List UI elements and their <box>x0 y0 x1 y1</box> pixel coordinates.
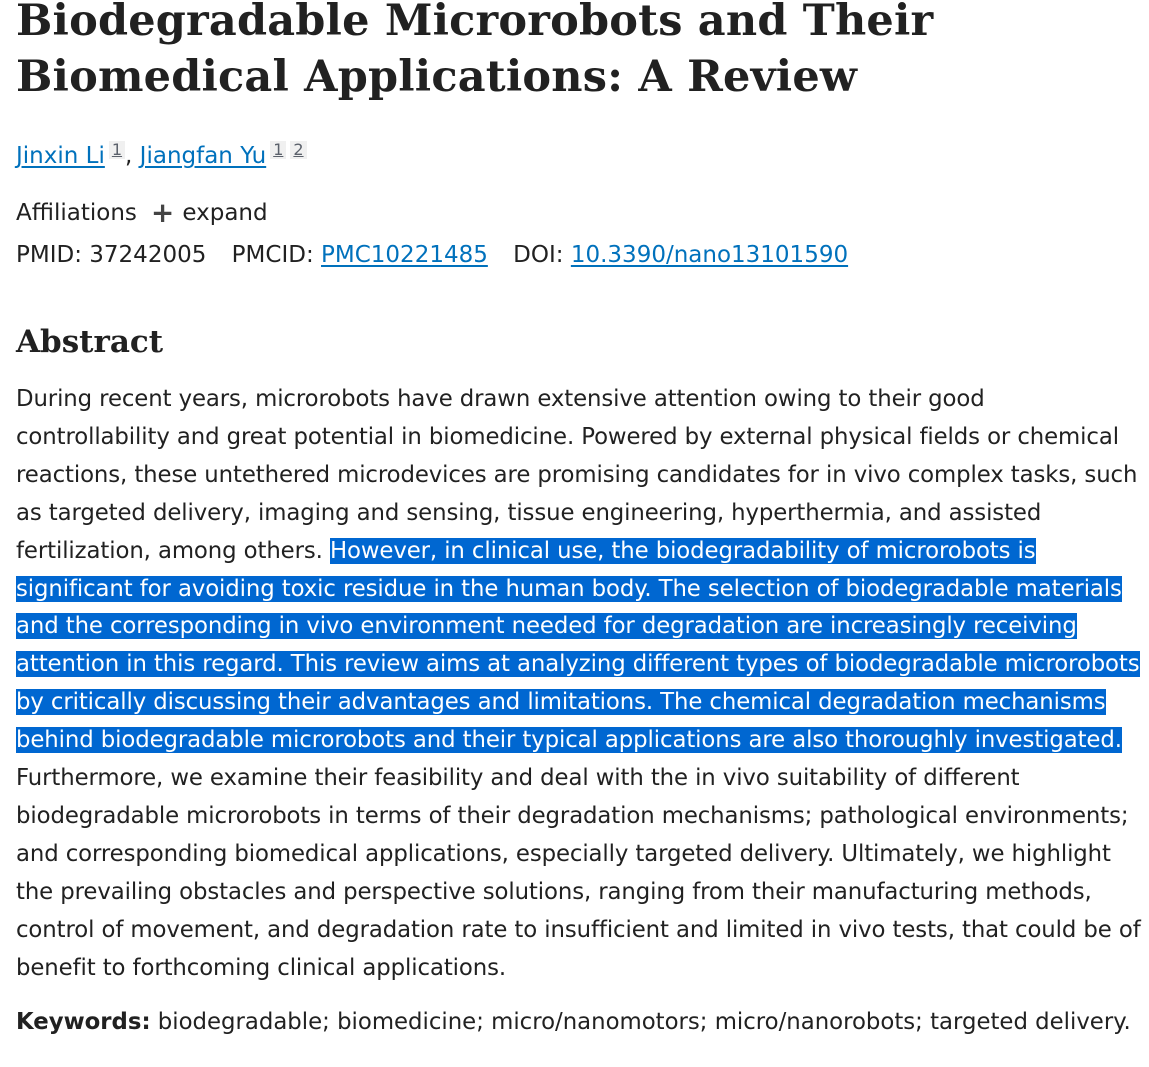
pmid-label: PMID: <box>16 242 82 268</box>
expand-affiliations-button[interactable] <box>151 198 268 228</box>
affiliations-label: Affiliations <box>16 200 137 226</box>
abstract-text-before: During recent years, microrobots have drawn extensive attention owing to their good controllability and great potential in biomedicine. Powered by external physical fields or chemical reactions, these untethered microdevices are promising candidates for in vivo complex tasks, such as targeted delivery, imaging and sensing, tissue engineering, hyperthermia, and assisted fertilization, among others. <box>16 386 1138 564</box>
pmcid-link[interactable]: PMC10221485 <box>321 242 488 268</box>
pmcid-group <box>232 242 488 268</box>
abstract-heading: Abstract <box>16 324 164 360</box>
affiliation-ref-1[interactable]: 1 <box>109 141 125 159</box>
abstract-text[interactable] <box>16 381 1144 988</box>
doi-group <box>513 242 848 268</box>
identifier-row <box>16 240 1144 270</box>
doi-label: DOI: <box>513 242 564 268</box>
pmcid-label: PMCID: <box>231 242 314 268</box>
affiliation-ref-1[interactable]: 1 <box>270 141 286 159</box>
author-link-jinxin-li[interactable]: Jinxin Li <box>16 143 105 169</box>
keywords-row <box>16 1006 1144 1038</box>
keywords-label: Keywords: <box>16 1008 151 1035</box>
author-separator: , <box>125 143 140 169</box>
doi-link[interactable]: 10.3390/nano13101590 <box>570 242 849 268</box>
expand-label: expand <box>182 200 268 226</box>
article-title: Biodegradable Microrobots and Their Biomedical Applications: A Review <box>16 0 934 102</box>
article-page <box>16 0 1144 1038</box>
abstract-text-after: Furthermore, we examine their feasibility and deal with the in vivo suitability of different biodegradable microrobots in terms of their degradation mechanisms; pathological environments; and corresponding biomedical applications, especially targeted delivery. Ultimately, we highlight the prevailing obstacles and perspective solutions, ranging from their manufacturing methods, control of movement, and degradation rate to insufficient and limited in vivo tests, that could be of benefit to forthcoming clinical applications. <box>16 765 1141 981</box>
pmid-value: 37242005 <box>89 242 207 268</box>
selected-text-highlight[interactable]: However, in clinical use, the biodegradability of microrobots is significant for avoiding toxic residue in the human body. The selection of biodegradable materials and the corresponding in vivo environment needed for degradation are increasingly receiving attention in this regard. This review aims at analyzing different types of biodegradable microrobots by critically discussing their advantages and limitations. The chemical degradation mechanisms behind biodegradable microrobots and their typical applications are also thoroughly investigated. <box>16 537 1140 754</box>
affiliation-ref-2[interactable]: 2 <box>290 141 306 159</box>
keywords-text: biodegradable; biomedicine; micro/nanomotors; micro/nanorobots; targeted delivery. <box>150 1008 1131 1035</box>
author-link-jiangfan-yu[interactable]: Jiangfan Yu <box>139 143 267 169</box>
affiliations-row <box>16 198 1144 228</box>
author-list <box>16 141 1144 171</box>
pmid-group <box>16 242 206 268</box>
plus-icon: + <box>150 196 175 229</box>
